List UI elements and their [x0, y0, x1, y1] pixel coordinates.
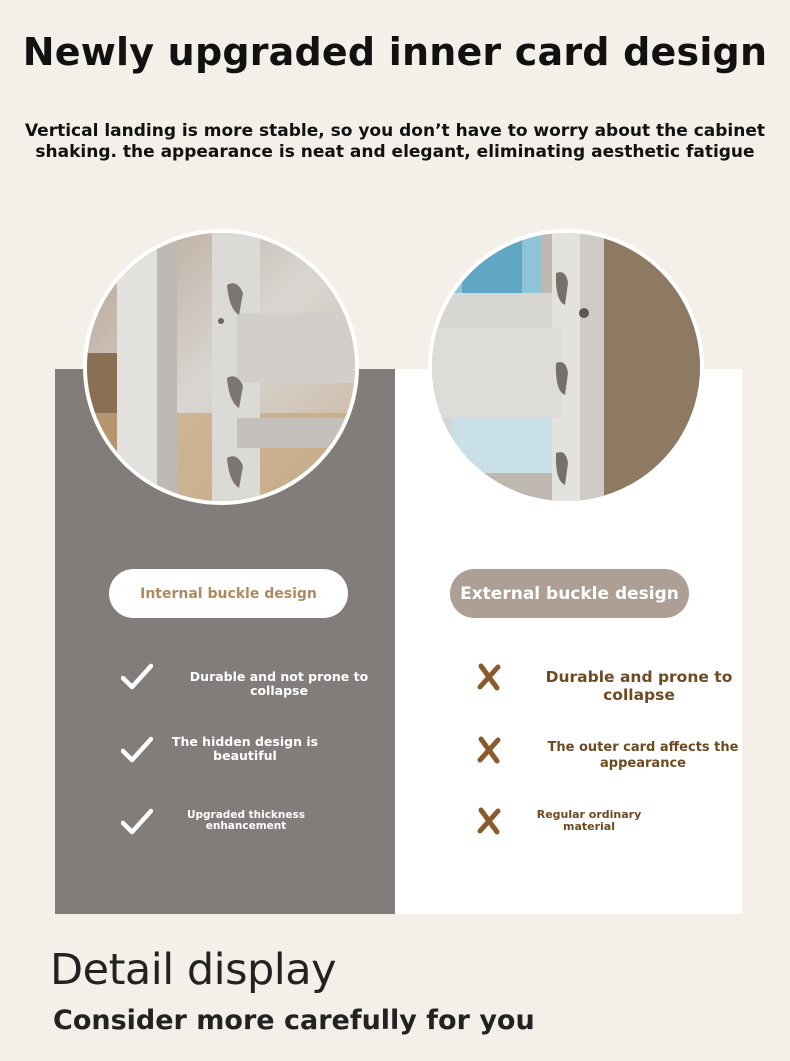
- internal-feature-2-line-2: beautiful: [213, 748, 277, 763]
- internal-feature-3-line-2: enhancement: [205, 820, 287, 832]
- cross-icon: [476, 662, 502, 692]
- external-feature-2: [512, 740, 774, 772]
- page-subtitle: [20, 121, 770, 163]
- internal-feature-2-line-1: The hidden design is: [171, 734, 319, 749]
- internal-feature-3: [176, 810, 316, 832]
- internal-feature-1-text: Durable and not prone to collapse: [189, 669, 369, 698]
- subtitle-line-1: Vertical landing is more stable, so you don’t have to worry about the cabinet: [24, 121, 766, 141]
- external-feature-3-line-2: material: [563, 820, 615, 833]
- internal-buckle-photo: [83, 229, 359, 505]
- check-icon: [121, 808, 153, 836]
- subtitle-line-2: shaking. the appearance is neat and elegant, eliminating aesthetic fatigue: [35, 142, 755, 162]
- external-feature-3: [530, 809, 648, 833]
- external-feature-1-text: Durable and prone to collapse: [545, 668, 733, 704]
- external-buckle-photo: [428, 229, 704, 505]
- detail-subheading: Consider more carefully for you: [53, 1005, 535, 1036]
- internal-feature-2: [165, 735, 325, 763]
- internal-buckle-label: Internal buckle design: [109, 569, 348, 618]
- check-icon: [121, 663, 153, 691]
- cross-icon: [476, 735, 502, 765]
- cross-icon: [476, 806, 502, 836]
- detail-heading: Detail display: [50, 945, 337, 995]
- external-feature-2-text: The outer card affects the appearance: [547, 740, 739, 771]
- external-feature-1: [512, 668, 766, 704]
- external-buckle-label: External buckle design: [450, 569, 689, 618]
- external-feature-3-line-1: Regular ordinary: [536, 808, 642, 821]
- page-title: Newly upgraded inner card design: [22, 30, 768, 74]
- internal-feature-1: [170, 670, 388, 698]
- internal-feature-3-line-1: Upgraded thickness: [186, 809, 306, 821]
- check-icon: [121, 736, 153, 764]
